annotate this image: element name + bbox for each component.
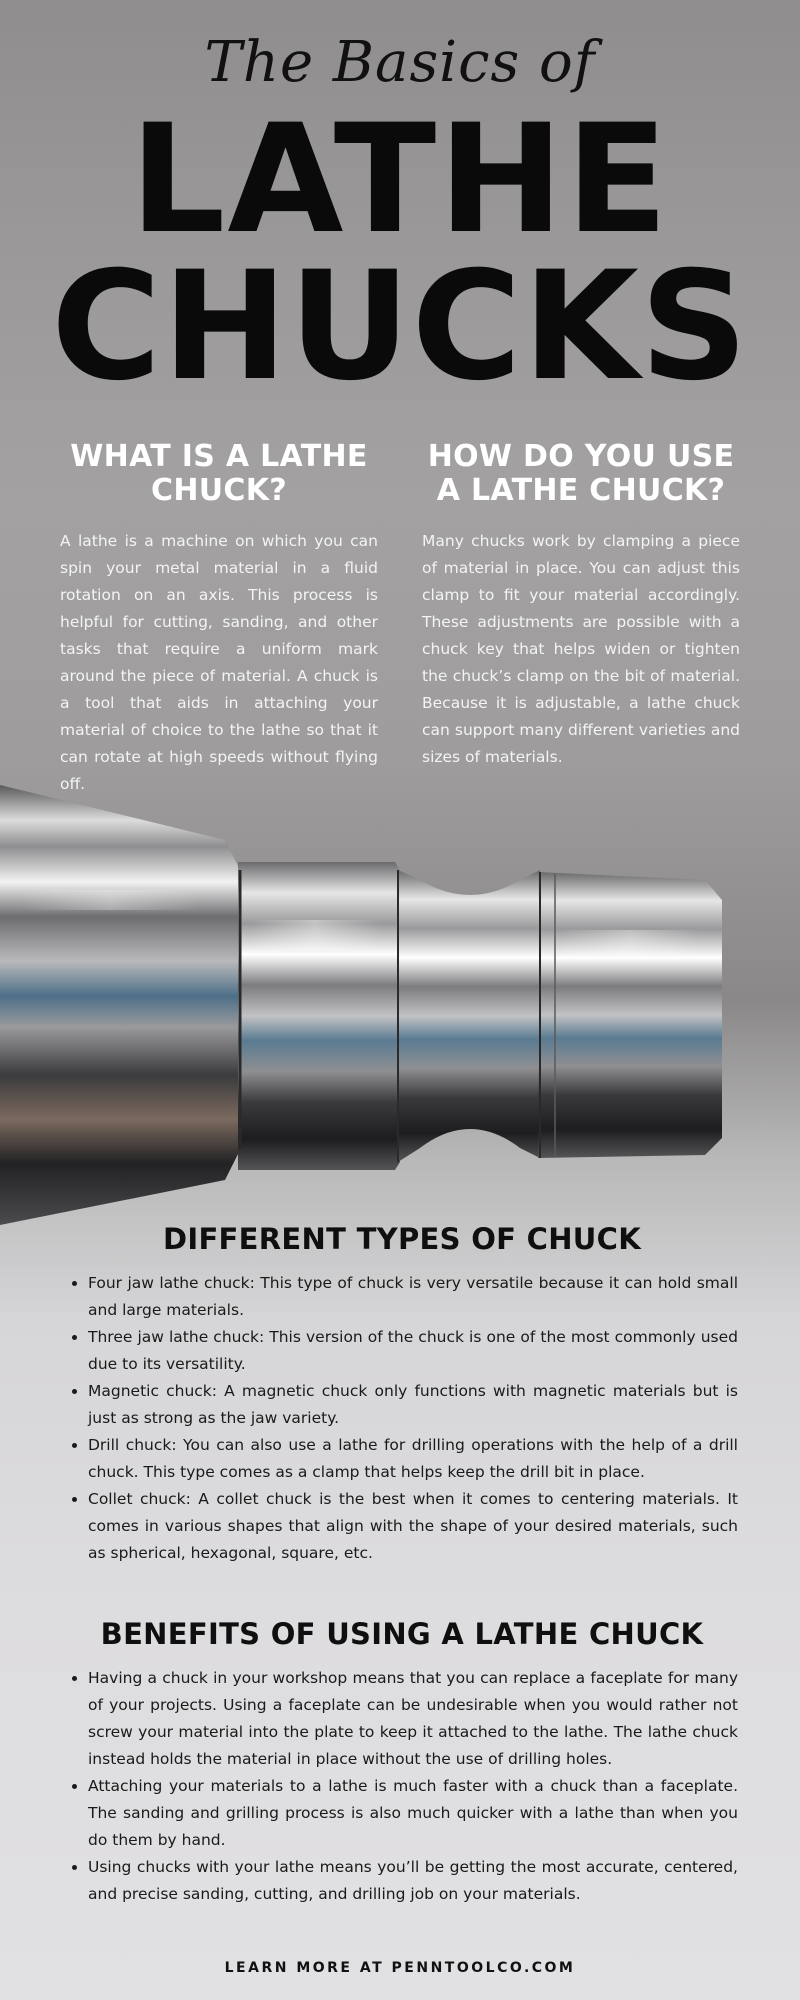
how-to-use-body: Many chucks work by clamping a piece of material in place. You can adjust this clamp to fit your material accordingly. These adjustments are possible with a chuck key that helps widen or tighten the chuck’s clamp on the bit of material. Because it is adjustable, a lathe chuck can support many different varieties and sizes of materials. [422, 532, 740, 766]
what-is-section [60, 440, 378, 798]
list-item: • Drill chuck: You can also use a lathe for drilling operations with the help of a drill chuck. This type comes as a clamp that helps keep the drill bit in place. [88, 1432, 738, 1486]
list-item: • Four jaw lathe chuck: This type of chuck is very versatile because it can hold small and large materials. [88, 1270, 738, 1324]
title-line-3: CHUCKS [51, 240, 749, 414]
benefits-list [66, 1665, 738, 1908]
footer-link[interactable]: LEARN MORE AT PENNTOOLCO.COM [224, 1960, 576, 1976]
list-item: • Collet chuck: A collet chuck is the best when it comes to centering materials. It comes in various shapes that align with the shape of your desired materials, such as spherical, hexagonal, square, etc. [88, 1486, 738, 1567]
list-item: • Three jaw lathe chuck: This version of the chuck is one of the most commonly used due to its versatility. [88, 1324, 738, 1378]
what-is-body: A lathe is a machine on which you can spin your metal material in a fluid rotation on an axis. This process is helpful for cutting, sanding, and other tasks that require a uniform mark around the piece of material. A chuck is a tool that aids in attaching your material of choice to the lathe so that it can rotate at high speeds without flying off. [60, 532, 378, 793]
title-line-2: LATHE [129, 93, 671, 267]
how-to-use-section [422, 440, 740, 771]
types-list [66, 1270, 738, 1567]
types-section [66, 1222, 738, 1567]
benefits-section [66, 1617, 738, 1908]
types-heading: DIFFERENT TYPES OF CHUCK [162, 1222, 642, 1256]
list-item: • Using chucks with your lathe means you’ll be getting the most accurate, centered, and precise sanding, cutting, and drilling job on your materials. [88, 1854, 738, 1908]
benefits-heading: BENEFITS OF USING A LATHE CHUCK [100, 1617, 704, 1651]
lathe-chuck-photo [0, 770, 800, 1240]
title-line-1: The Basics of [204, 30, 596, 95]
list-item: • Magnetic chuck: A magnetic chuck only functions with magnetic materials but is just as strong as the jaw variety. [88, 1378, 738, 1432]
list-item: • Attaching your materials to a lathe is much faster with a chuck than a faceplate. The sanding and grilling process is also much quicker with a lathe than when you do them by hand. [88, 1773, 738, 1854]
how-to-use-heading: HOW DO YOU USE A LATHE CHUCK? [427, 439, 735, 508]
what-is-heading: WHAT IS A LATHE CHUCK? [70, 439, 368, 508]
list-item: • Having a chuck in your workshop means that you can replace a faceplate for many of your projects. Using a faceplate can be undesirable when you would rather not screw your material into the plate to keep it attached to the lathe. The lathe chuck instead holds the material in place without the use of drilling holes. [88, 1665, 738, 1773]
